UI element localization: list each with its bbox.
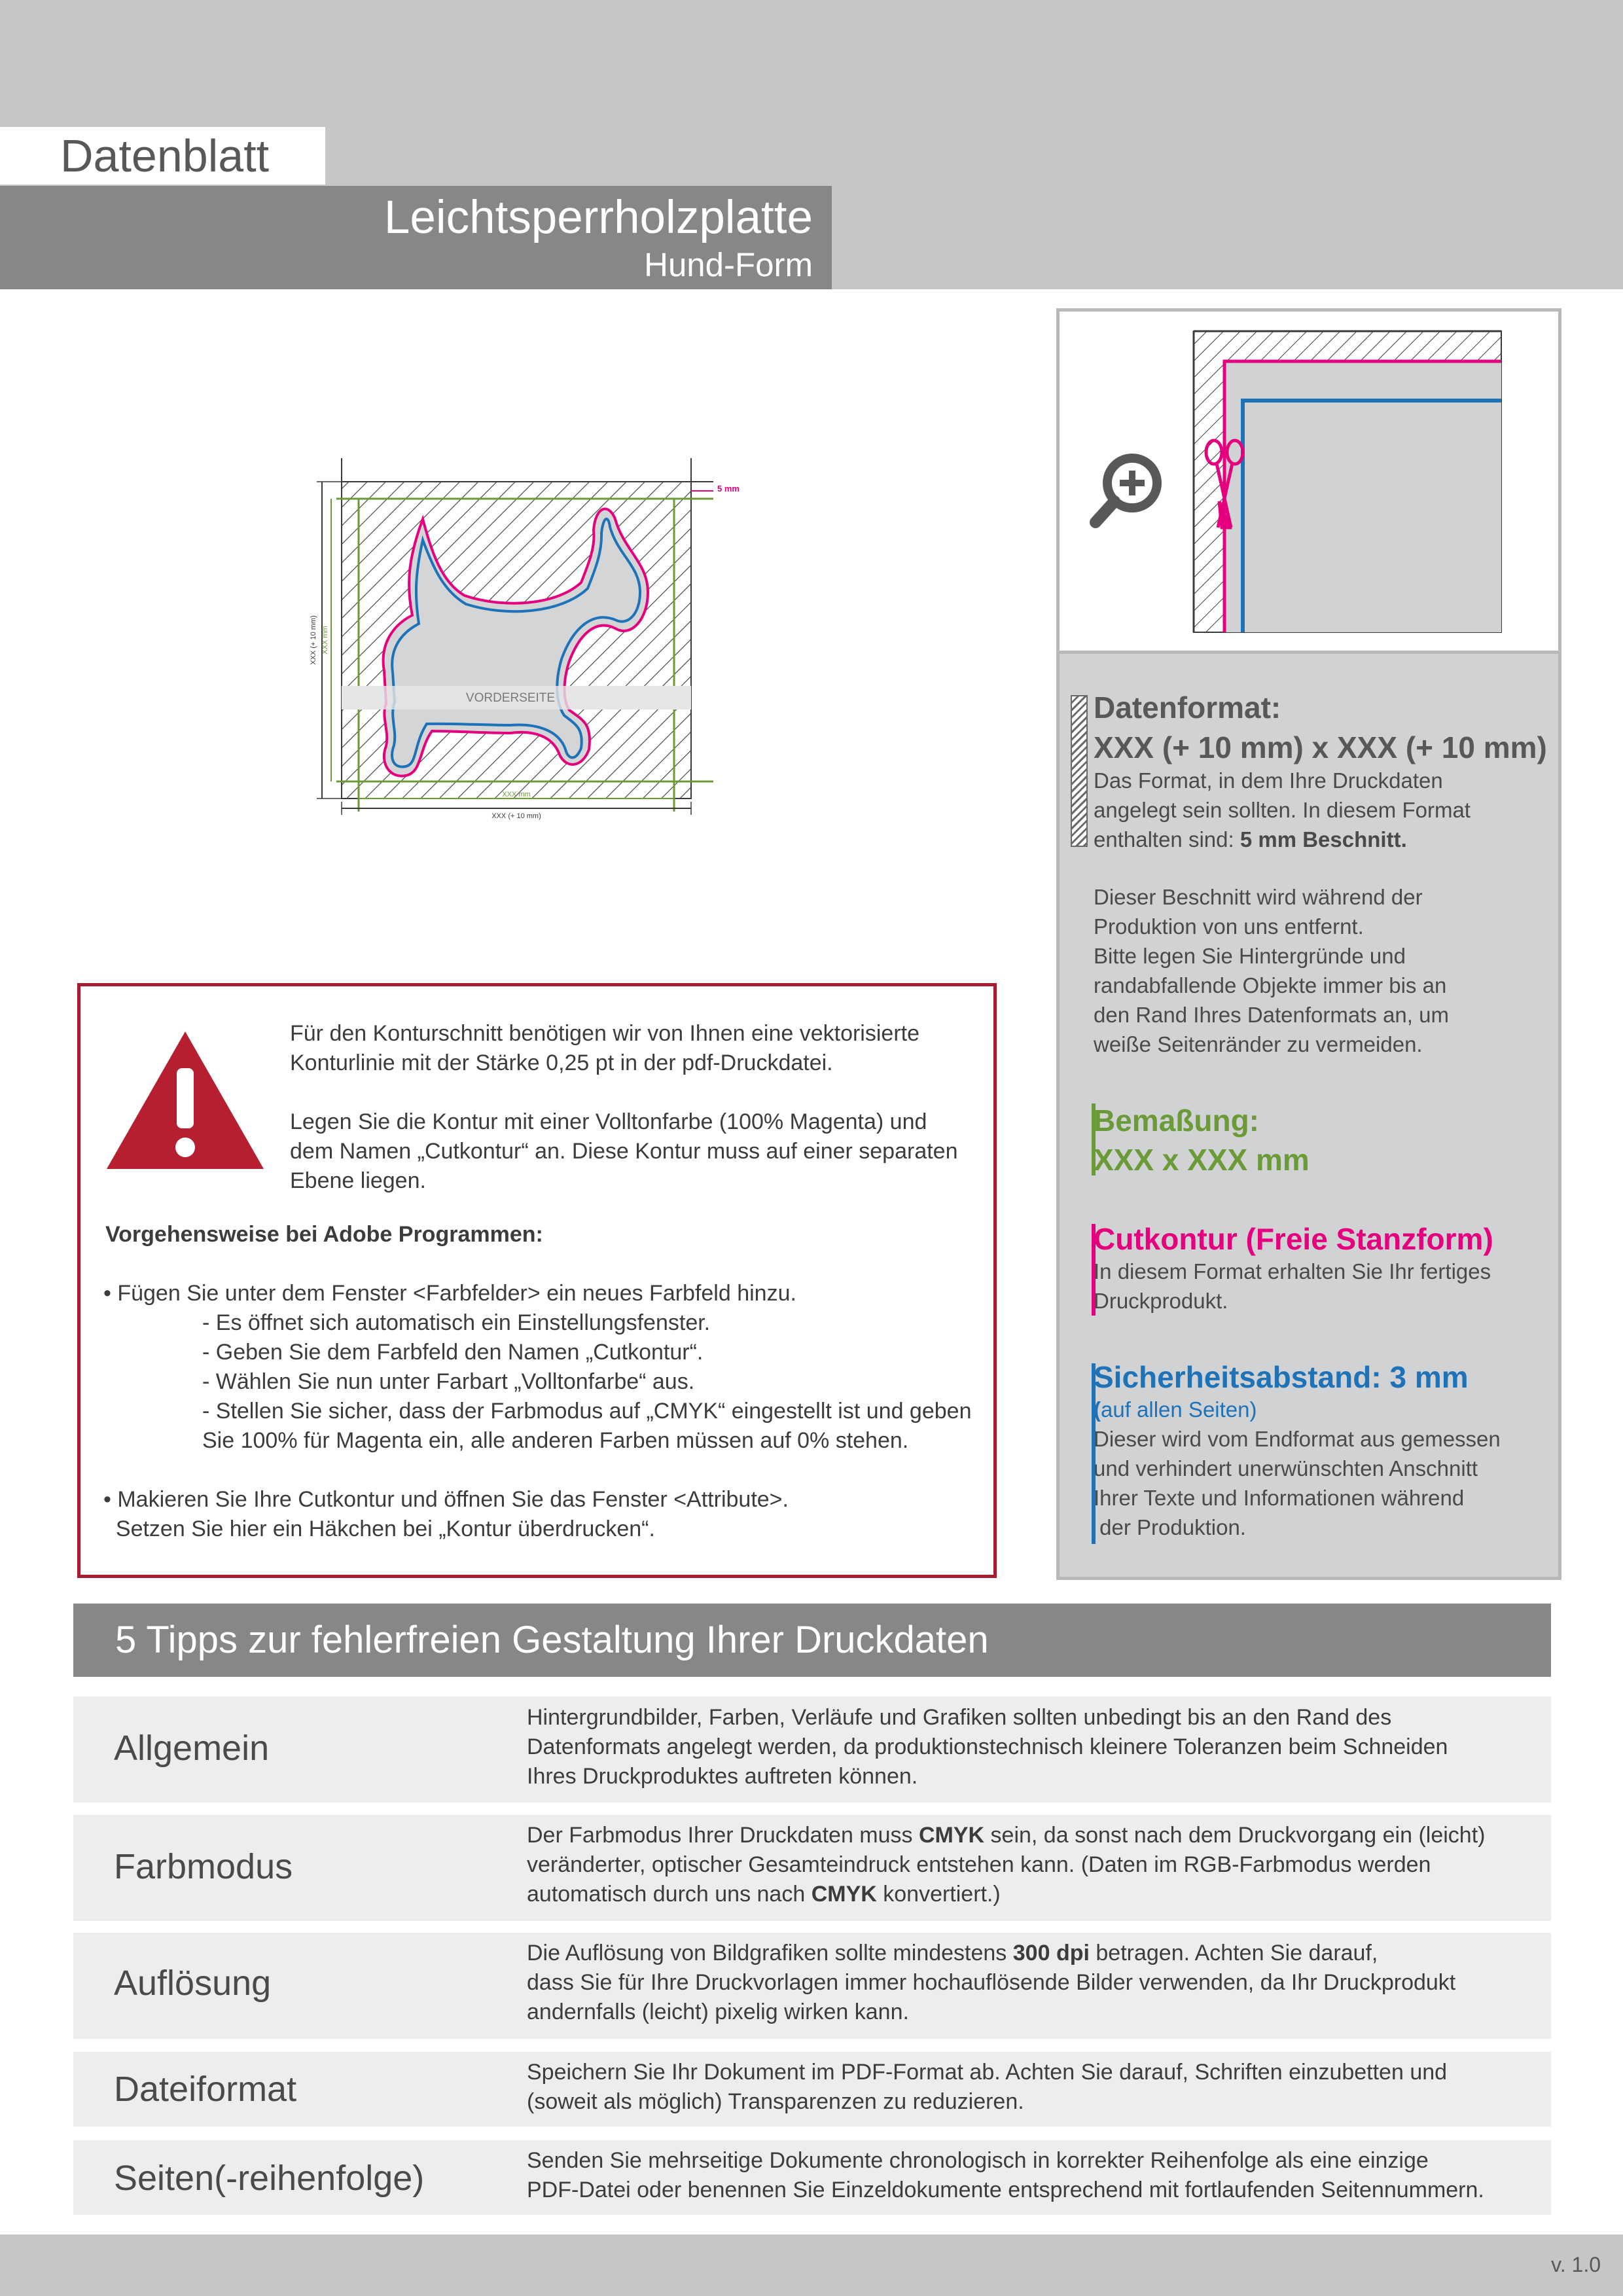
warning-para2-line2: dem Namen „Cutkontur“ an. Diese Kontur muss auf einer separaten [290, 1139, 958, 1164]
warning-substep1: - Es öffnet sich automatisch ein Einstellungsfenster. [202, 1310, 711, 1335]
warning-icon [105, 1029, 266, 1172]
datenformat-line3-prefix: enthalten sind: [1094, 827, 1240, 852]
tips-title: 5 Tipps zur fehlerfreien Gestaltung Ihrer Druckdaten [115, 1619, 989, 1661]
version-label: v. 1.0 [1551, 2253, 1601, 2276]
datenformat-para2-line3: Bitte legen Sie Hintergründe und [1094, 944, 1406, 968]
warning-step2-line1: • Makieren Sie Ihre Cutkontur und öffnen Sie das Fenster <Attribute>. [103, 1487, 789, 1512]
warning-intro-line1: Für den Konturschnitt benötigen wir von Ihnen eine vektorisierte [290, 1021, 919, 1046]
dog-shape-diagram [308, 448, 740, 834]
dim-label-vertical-outer: XXX (+ 10 mm) [310, 615, 317, 665]
tip-label-farbmodus: Farbmodus [114, 1847, 293, 1886]
bleed-label: 5 mm [717, 484, 740, 493]
datenformat-line2: angelegt sein sollten. In diesem Format [1094, 798, 1471, 822]
cutkontur-line2: Druckprodukt. [1094, 1289, 1228, 1313]
tip-text-aufloesung-line2: dass Sie für Ihre Druckvorlagen immer hochauflösende Bilder verwenden, da Ihr Druckprodukt [527, 1970, 1456, 1995]
datenformat-para2-line6: weiße Seitenränder zu vermeiden. [1094, 1032, 1423, 1056]
footer-band [0, 2234, 1623, 2296]
cutkontur-line1: In diesem Format erhalten Sie Ihr fertiges [1094, 1259, 1491, 1283]
tip-text-bold: CMYK [811, 1882, 877, 1907]
sicherheit-line3: Ihrer Texte und Informationen während [1094, 1486, 1465, 1510]
dim-label-horizontal-inner: XXX mm [502, 791, 531, 798]
warning-substep5: Sie 100% für Magenta ein, alle anderen Farben müssen auf 0% stehen. [202, 1428, 909, 1453]
tip-text-aufloesung-line1 [527, 1939, 1378, 1968]
tip-text-bold: 300 dpi [1012, 1941, 1090, 1965]
warning-substep2: - Geben Sie dem Farbfeld den Namen „Cutkontur“. [202, 1340, 704, 1365]
bemassung-title: Bemaßung: [1094, 1103, 1259, 1138]
zoom-in-icon [1096, 458, 1157, 522]
tip-text-segment: sein, da sonst nach dem Druckvorgang ein (leicht) [984, 1823, 1486, 1848]
tip-text-aufloesung-line3: andernfalls (leicht) pixelig wirken kann. [527, 2000, 909, 2024]
datenformat-marker [1071, 695, 1088, 847]
bemassung-value: XXX x XXX mm [1094, 1143, 1310, 1177]
tip-text-dateiformat-line1: Speichern Sie Ihr Dokument im PDF-Format ab. Achten Sie darauf, Schriften einzubetten und [527, 2060, 1448, 2085]
sicherheit-sub-paren: ( [1094, 1397, 1101, 1422]
warning-step2-line2: Setzen Sie hier ein Häkchen bei „Kontur überdrucken“. [103, 1516, 655, 1541]
warning-para2-line1: Legen Sie die Kontur mit einer Volltonfarbe (100% Magenta) und [290, 1109, 927, 1134]
warning-para2-line3: Ebene liegen. [290, 1168, 426, 1193]
warning-intro-line2: Konturlinie mit der Stärke 0,25 pt in der pdf-Druckdatei. [290, 1050, 833, 1075]
front-label: VORDERSEITE [465, 691, 556, 705]
tip-text-segment: Die Auflösung von Bildgrafiken sollte mindestens [527, 1941, 1013, 1965]
tip-text-dateiformat-line2: (soweit als möglich) Transparenzen zu reduzieren. [527, 2089, 1024, 2114]
sicherheit-line4: der Produktion. [1094, 1515, 1246, 1539]
tip-text-segment: konvertiert.) [876, 1882, 1001, 1907]
dim-label-horizontal-outer: XXX (+ 10 mm) [491, 812, 541, 820]
tip-label-allgemein: Allgemein [114, 1729, 270, 1768]
sicherheit-line1: Dieser wird vom Endformat aus gemessen [1094, 1427, 1501, 1451]
tip-text-bold: CMYK [918, 1823, 985, 1848]
warning-substep4: - Stellen Sie sicher, dass der Farbmodus auf „CMYK“ eingestellt ist und geben [202, 1399, 972, 1424]
product-title: Leichtsperrholzplatte [383, 192, 813, 243]
dim-label-vertical-inner: XXX mm [321, 626, 329, 655]
tip-text-segment: Der Farbmodus Ihrer Druckdaten muss [527, 1823, 919, 1848]
tip-text-allgemein-line1: Hintergrundbilder, Farben, Verläufe und Grafiken sollten unbedingt bis an den Rand des [527, 1705, 1392, 1730]
tip-text-seiten-line1: Senden Sie mehrseitige Dokumente chronologisch in korrekter Reihenfolge als eine einzige [527, 2148, 1429, 2173]
tip-text-seiten-line2: PDF-Datei oder benennen Sie Einzeldokumente entsprechend mit fortlaufenden Seitennummern. [527, 2178, 1484, 2202]
zoom-detail-panel [1056, 308, 1561, 654]
sicherheit-line2: und verhindert unerwünschten Anschnitt [1094, 1456, 1478, 1480]
datenblatt-label: Datenblatt [60, 130, 270, 181]
tip-text-allgemein-line3: Ihres Druckproduktes auftreten können. [527, 1764, 918, 1789]
tip-label-aufloesung: Auflösung [114, 1964, 272, 2003]
tip-text-segment: betragen. Achten Sie darauf, [1089, 1941, 1378, 1965]
tip-text-farbmodus-line3 [527, 1880, 1001, 1909]
datenformat-title: Datenformat: [1094, 691, 1281, 725]
datenformat-line3-bold: 5 mm Beschnitt. [1240, 827, 1407, 852]
sicherheit-sub-text: auf allen Seiten) [1101, 1397, 1257, 1422]
tip-text-allgemein-line2: Datenformats angelegt werden, da produktionstechnisch kleinere Toleranzen beim Schneiden [527, 1734, 1448, 1759]
sicherheit-subtitle [1094, 1395, 1257, 1424]
warning-heading: Vorgehensweise bei Adobe Programmen: [105, 1222, 543, 1247]
warning-step1: • Fügen Sie unter dem Fenster <Farbfelder> ein neues Farbfeld hinzu. [103, 1281, 796, 1306]
warning-substep3: - Wählen Sie nun unter Farbart „Volltonfarbe“ aus. [202, 1369, 695, 1394]
tip-text-farbmodus-line2: veränderter, optischer Gesamteindruck entstehen kann. (Daten im RGB-Farbmodus werden [527, 1852, 1431, 1877]
sicherheit-title: Sicherheitsabstand: 3 mm [1094, 1360, 1469, 1394]
datenformat-value: XXX (+ 10 mm) x XXX (+ 10 mm) [1094, 730, 1547, 764]
cutkontur-title: Cutkontur (Freie Stanzform) [1094, 1222, 1493, 1256]
datenformat-line3 [1094, 825, 1407, 854]
datenformat-para2-line2: Produktion von uns entfernt. [1094, 914, 1364, 939]
product-subtitle: Hund-Form [644, 246, 813, 283]
datenformat-para2-line4: randabfallende Objekte immer bis an [1094, 973, 1447, 997]
tip-text-segment: automatisch durch uns nach [527, 1882, 812, 1907]
datenformat-para2-line5: den Rand Ihres Datenformats an, um [1094, 1003, 1449, 1027]
tip-label-dateiformat: Dateiformat [114, 2070, 297, 2109]
datenformat-line1: Das Format, in dem Ihre Druckdaten [1094, 768, 1443, 793]
tip-text-farbmodus-line1 [527, 1821, 1485, 1850]
tip-label-seiten: Seiten(-reihenfolge) [114, 2159, 425, 2198]
datenformat-para2-line1: Dieser Beschnitt wird während der [1094, 885, 1423, 909]
